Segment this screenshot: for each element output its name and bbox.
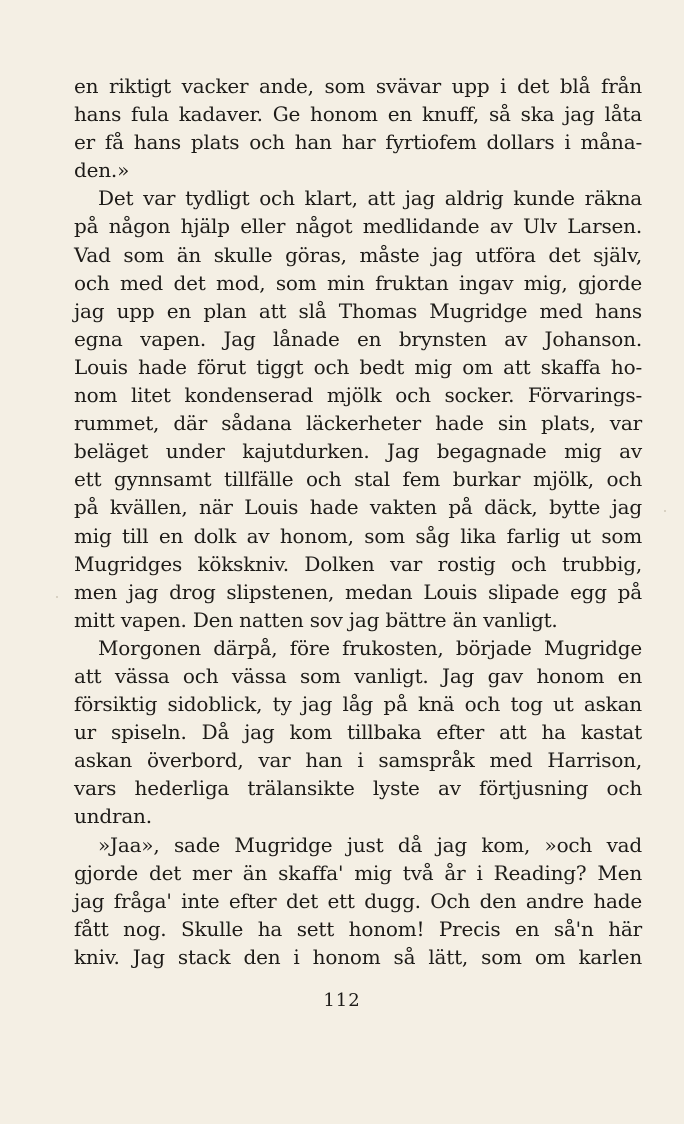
paper-speck xyxy=(56,596,58,598)
text-line: Louis hade förut tiggt och bedt mig om att skaffa ho- xyxy=(74,354,642,379)
text-line: ett gynnsamt tillfälle och stal fem burkar mjölk, och xyxy=(74,467,642,492)
paragraph-start-line: »Jaa», sade Mugridge just då jag kom, »och vad xyxy=(98,832,642,857)
text-line: nom litet kondenserad mjölk och socker. Förvarings- xyxy=(74,383,642,408)
text-line: Mugridges kökskniv. Dolken var rostig och trubbig, xyxy=(74,551,642,576)
text-line: Vad som än skulle göras, måste jag utföra det själv, xyxy=(74,242,642,267)
text-line: mig till en dolk av honom, som såg lika farlig ut som xyxy=(74,523,642,548)
text-line: mitt vapen. Den natten sov jag bättre än vanligt. xyxy=(74,607,558,632)
text-line: undran. xyxy=(74,804,152,829)
text-line: försiktig sidoblick, ty jag låg på knä och tog ut askan xyxy=(74,692,642,717)
text-line: vars hederliga trälansikte lyste av förtjusning och xyxy=(74,776,642,801)
text-line: er få hans plats och han har fyrtiofem dollars i måna- xyxy=(74,130,642,155)
text-line: men jag drog slipstenen, medan Louis slipade egg på xyxy=(74,579,642,604)
text-line: rummet, där sådana läckerheter hade sin plats, var xyxy=(74,411,642,436)
text-line: kniv. Jag stack den i honom så lätt, som om karlen xyxy=(74,944,642,969)
page-number: 112 xyxy=(323,990,361,1011)
text-line: beläget under kajutdurken. Jag begagnade mig av xyxy=(74,439,642,464)
text-line: på kvällen, när Louis hade vakten på däck, bytte jag xyxy=(74,495,642,520)
text-line: på någon hjälp eller något medlidande av Ulv Larsen. xyxy=(74,214,642,239)
paragraph-start-line: Det var tydligt och klart, att jag aldrig kunde räkna xyxy=(98,186,642,211)
body-text xyxy=(74,72,642,971)
text-line: askan överbord, var han i samspråk med Harrison, xyxy=(74,748,642,773)
text-line: hans fula kadaver. Ge honom en knuff, så ska jag låta xyxy=(74,102,642,127)
paragraph-start-line: Morgonen därpå, före frukosten, började Mugridge xyxy=(98,635,642,660)
text-line: ur spiseln. Då jag kom tillbaka efter att ha kastat xyxy=(74,720,642,745)
text-line: jag upp en plan att slå Thomas Mugridge med hans xyxy=(74,298,642,323)
text-line: en riktigt vacker ande, som svävar upp i det blå från xyxy=(74,74,642,98)
text-line: fått nog. Skulle ha sett honom! Precis en så'n här xyxy=(74,916,642,941)
text-line: att vässa och vässa som vanligt. Jag gav honom en xyxy=(74,663,642,688)
text-line: den.» xyxy=(74,158,130,183)
paper-speck xyxy=(664,510,666,512)
text-line: och med det mod, som min fruktan ingav mig, gjorde xyxy=(74,270,642,295)
text-line: gjorde det mer än skaffa' mig två år i Reading? Men xyxy=(74,860,642,885)
text-line: egna vapen. Jag lånade en brynsten av Johanson. xyxy=(74,326,642,351)
text-line: jag fråga' inte efter det ett dugg. Och den andre hade xyxy=(74,888,642,913)
